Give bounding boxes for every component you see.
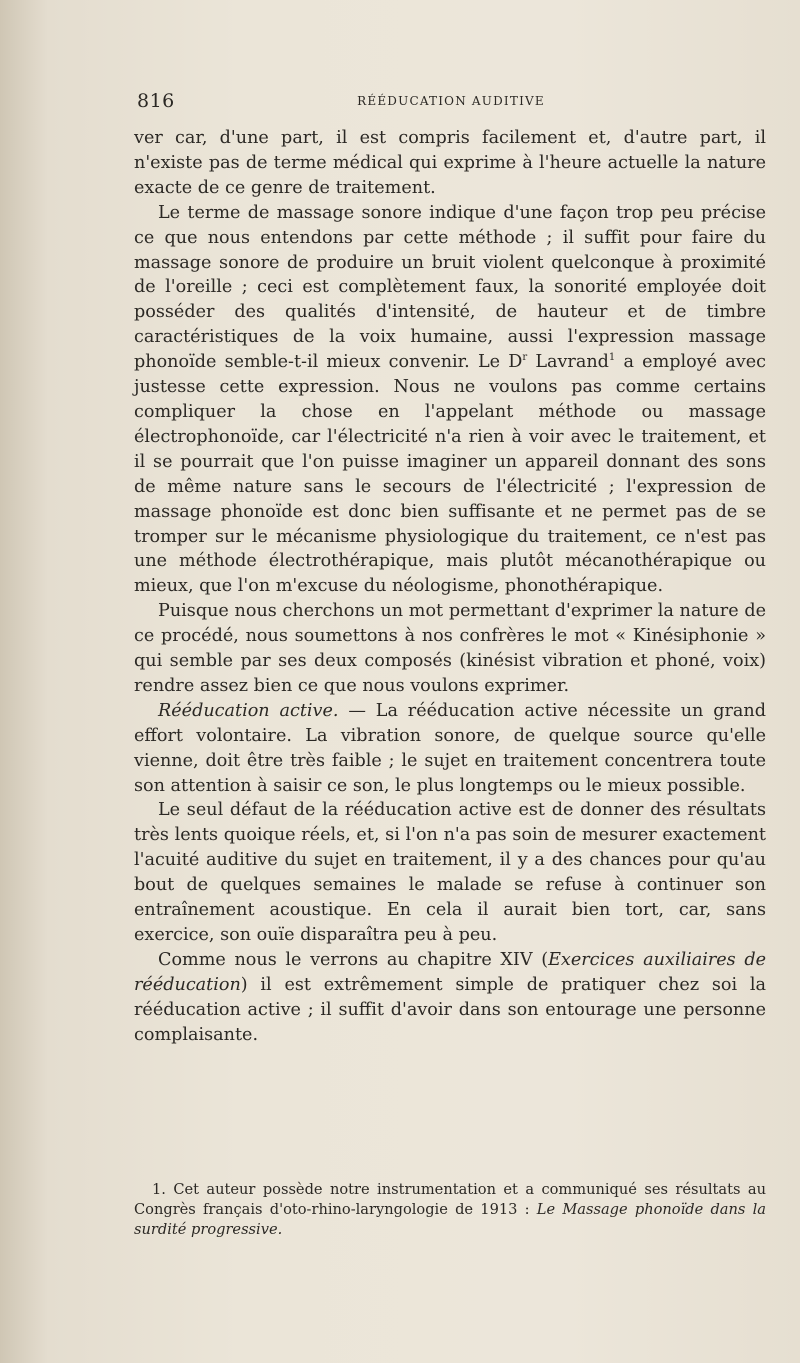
chapter-reference: Exercices auxiliaires de rééducation: [134, 949, 767, 995]
running-head: RÉÉDUCATION AUDITIVE: [357, 94, 545, 108]
paragraph-2: [134, 201, 766, 600]
footnote-text: 1. Cet auteur possède notre instrumentation et a communiqué ses résultats au Congrès français d'oto-rhino-laryngologie de 1913 :: [134, 1181, 766, 1219]
paragraph-5-text: Le seul défaut de la rééducation active est de donner des résultats très lents quoique réels, et, si l'on n'a pas soin de mesurer exactement l'acuité auditive du sujet en traitement, il y a des chances pour qu'au bout de quelques semaines le malade se refuse à continuer son entraînement acoustique. En cela il aurait bien tort, car, sans exercice, son ouïe disparaîtra peu à peu.: [134, 800, 766, 945]
paragraph-3-text: Puisque nous cherchons un mot permettant d'exprimer la nature de ce procédé, nous soumettons à nos confrères le mot « Kinésiphonie » qui semble par ses deux composés (kinésist vibration et phoné, voix) rendre assez bien ce que nous voulons exprimer.: [134, 601, 766, 696]
paragraph-3: [134, 599, 766, 699]
paragraph-6: [134, 948, 766, 1048]
paragraph-2-text-b: Lavrand: [527, 352, 609, 373]
body-text: [134, 126, 766, 1048]
paragraph-1-text: ver car, d'une part, il est compris facilement et, d'autre part, il n'existe pas de terme médical qui exprime à l'heure actuelle la nature exacte de ce genre de traitement.: [134, 128, 766, 198]
section-heading-reeducation-active: Rééducation active.: [158, 700, 339, 721]
footnote-1: [134, 1180, 766, 1241]
footnote-title: Le Massage phonoïde dans la surdité progressive.: [134, 1201, 766, 1239]
footnote: [134, 1180, 766, 1241]
paragraph-2-text-c: a employé avec justesse cette expression. Nous ne voulons pas comme certains compliquer la chose en l'appelant méthode ou massage électrophonoïde, car l'électricité n'a rien à voir avec le traitement, et il se pourrait que l'on puisse imaginer un appareil donnant des sons de même nature sans le secours de l'électricité ; l'expression de massage phonoïde est donc bien suffisante et ne permet pas de se tromper sur le mécanisme physiologique du traitement, ce n'est pas une méthode électrothérapique, mais plutôt mécanothérapique ou mieux, que l'on m'excuse du néologisme, phonothérapique.: [134, 352, 766, 597]
paragraph-6-text-a: Comme nous le verrons au chapitre XIV (: [158, 949, 549, 970]
paragraph-4: [134, 699, 766, 799]
page-number: 816: [137, 90, 175, 112]
paragraph-6-text-b: ) il est extrêmement simple de pratiquer chez soi la rééducation active ; il suffit d'avoir dans son entourage une personne complaisante.: [134, 974, 766, 1045]
paragraph-5: [134, 798, 766, 947]
superscript-dr: r: [522, 352, 528, 364]
page-header: [137, 90, 765, 118]
paragraph-2-text-a: Le terme de massage sonore indique d'une façon trop peu précise ce que nous entendons par cette méthode ; il suffit pour faire du massage sonore de produire un bruit violent quelconque à proximité de l'oreille ; ceci est complètement faux, la sonorité employée doit posséder des qualités d'intensité, de hauteur et de timbre caractéristiques de la voix humaine, aussi l'expression massage phonoïde semble-t-il mieux convenir. Le D: [134, 202, 766, 373]
paragraph-4-text: — La rééducation active nécessite un grand effort volontaire. La vibration sonore, de quelque source qu'elle vienne, doit être très faible ; le sujet en traitement concentrera toute son attention à saisir ce son, le plus longtemps ou le mieux possible.: [134, 700, 766, 796]
footnote-marker: 1: [608, 352, 616, 364]
paragraph-1: [134, 126, 766, 201]
